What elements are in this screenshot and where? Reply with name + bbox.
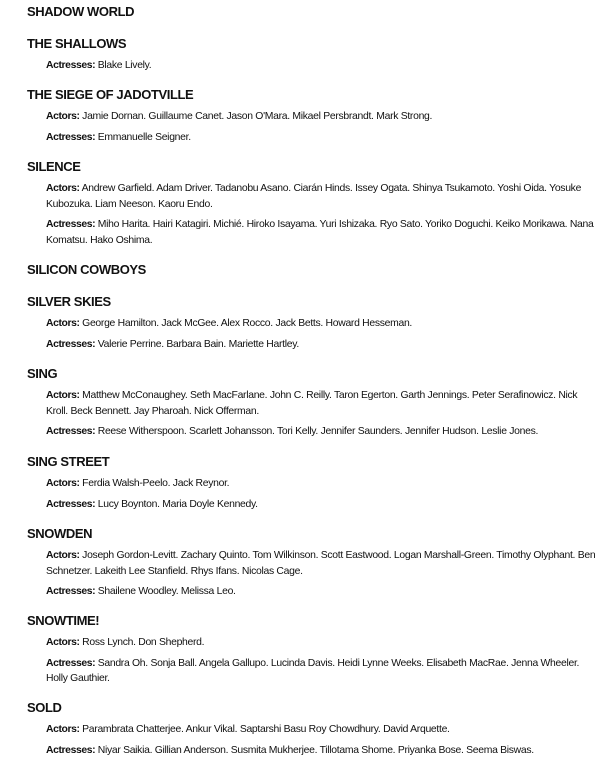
film-entry (27, 36, 599, 74)
credit-names: Matthew McConaughey. Seth MacFarlane. John C. Reilly. Taron Egerton. Garth Jennings. Peter Serafinowicz. Nick Kroll. Beck Bennett. Jay Pharoah. Nick Offerman. (46, 390, 578, 417)
actors-credit (27, 635, 599, 651)
film-entry (27, 700, 599, 758)
credit-label: Actors: (46, 390, 80, 401)
credit-label: Actresses: (46, 426, 96, 437)
film-entry (27, 159, 599, 248)
film-title: SHADOW WORLD (27, 4, 135, 19)
actors-credit (27, 109, 599, 125)
actors-credit (27, 548, 599, 579)
film-entry (27, 4, 599, 20)
film-entry (27, 526, 599, 600)
credit-names: Valerie Perrine. Barbara Bain. Mariette Hartley. (97, 338, 299, 350)
actresses-credit (27, 656, 599, 687)
credit-names: Lucy Boynton. Maria Doyle Kennedy. (97, 498, 258, 510)
credit-label: Actors: (46, 478, 80, 489)
film-entry (27, 613, 599, 687)
actors-credit (27, 316, 599, 332)
credit-label: Actors: (46, 183, 80, 194)
actresses-credit (27, 217, 599, 248)
actresses-credit (27, 584, 599, 600)
actresses-credit (27, 337, 599, 353)
film-title: THE SHALLOWS (27, 36, 127, 51)
film-title: SING STREET (27, 454, 110, 469)
credit-names: Andrew Garfield. Adam Driver. Tadanobu Asano. Ciarán Hinds. Issey Ogata. Shinya Tsukamoto. Yoshi Oida. Yosuke Kubozuka. Liam Neeson. Kaoru Endo. (46, 183, 582, 210)
credit-names: Ross Lynch. Don Shepherd. (82, 637, 205, 648)
actors-credit (27, 722, 599, 738)
credit-label: Actors: (46, 550, 80, 561)
credit-names: Jamie Dornan. Guillaume Canet. Jason O'Mara. Mikael Persbrandt. Mark Strong. (82, 111, 433, 122)
film-entry (27, 294, 599, 352)
credit-names: Reese Witherspoon. Scarlett Johansson. Tori Kelly. Jennifer Saunders. Jennifer Hudson. Leslie Jones. (97, 426, 539, 437)
credit-names: Miho Harita. Hairi Katagiri. Michié. Hiroko Isayama. Yuri Ishizaka. Ryo Sato. Yoriko Doguchi. Keiko Morikawa. Nana Komatsu. Hako Oshima. (46, 219, 594, 246)
actresses-credit (27, 497, 599, 513)
credit-label: Actresses: (46, 131, 96, 143)
credit-names: Joseph Gordon-Levitt. Zachary Quinto. Tom Wilkinson. Scott Eastwood. Logan Marshall-Green. Timothy Olyphant. Ben Schnetzer. Lakeith Lee Stanfield. Rhys Ifans. Nicolas Cage. (46, 550, 596, 577)
credit-label: Actresses: (46, 657, 96, 669)
actresses-credit (27, 130, 599, 146)
film-entry (27, 366, 599, 440)
credit-label: Actresses: (46, 219, 96, 230)
film-title: SILICON COWBOYS (27, 262, 146, 277)
credit-label: Actors: (46, 637, 80, 648)
film-title: THE SIEGE OF JADOTVILLE (27, 87, 194, 102)
film-title: SILENCE (27, 159, 81, 174)
credit-names: Blake Lively. (97, 60, 152, 71)
actresses-credit (27, 424, 599, 440)
actresses-credit (27, 743, 599, 759)
film-title: SILVER SKIES (27, 294, 111, 309)
actresses-credit (27, 58, 599, 74)
credit-label: Actresses: (46, 586, 96, 597)
credit-names: Parambrata Chatterjee. Ankur Vikal. Saptarshi Basu Roy Chowdhury. David Arquette. (82, 724, 450, 735)
film-title: SING (27, 366, 58, 381)
credit-label: Actors: (46, 111, 80, 122)
actors-credit (27, 476, 599, 492)
credit-label: Actresses: (46, 744, 96, 756)
film-entry (27, 87, 599, 145)
film-title: SOLD (27, 700, 62, 715)
credit-label: Actresses: (46, 60, 96, 71)
film-entry (27, 262, 599, 278)
credit-label: Actresses: (46, 498, 96, 510)
actors-credit (27, 388, 599, 419)
actors-credit (27, 181, 599, 212)
credit-names: Emmanuelle Seigner. (97, 131, 191, 143)
credit-label: Actresses: (46, 338, 96, 350)
credit-names: Niyar Saikia. Gillian Anderson. Susmita Mukherjee. Tillotama Shome. Priyanka Bose. Seema Biswas. (97, 744, 534, 756)
credit-label: Actors: (46, 318, 80, 329)
credit-names: George Hamilton. Jack McGee. Alex Rocco. Jack Betts. Howard Hesseman. (82, 318, 413, 329)
credit-names: Ferdia Walsh-Peelo. Jack Reynor. (82, 478, 230, 489)
credit-names: Shailene Woodley. Melissa Leo. (97, 586, 236, 597)
credit-names: Sandra Oh. Sonja Ball. Angela Gallupo. Lucinda Davis. Heidi Lynne Weeks. Elisabeth MacRae. Jenna Wheeler. Holly Gauthier. (46, 657, 580, 684)
credit-label: Actors: (46, 724, 80, 735)
film-title: SNOWTIME! (27, 613, 100, 628)
film-title: SNOWDEN (27, 526, 93, 541)
film-entry (27, 454, 599, 512)
